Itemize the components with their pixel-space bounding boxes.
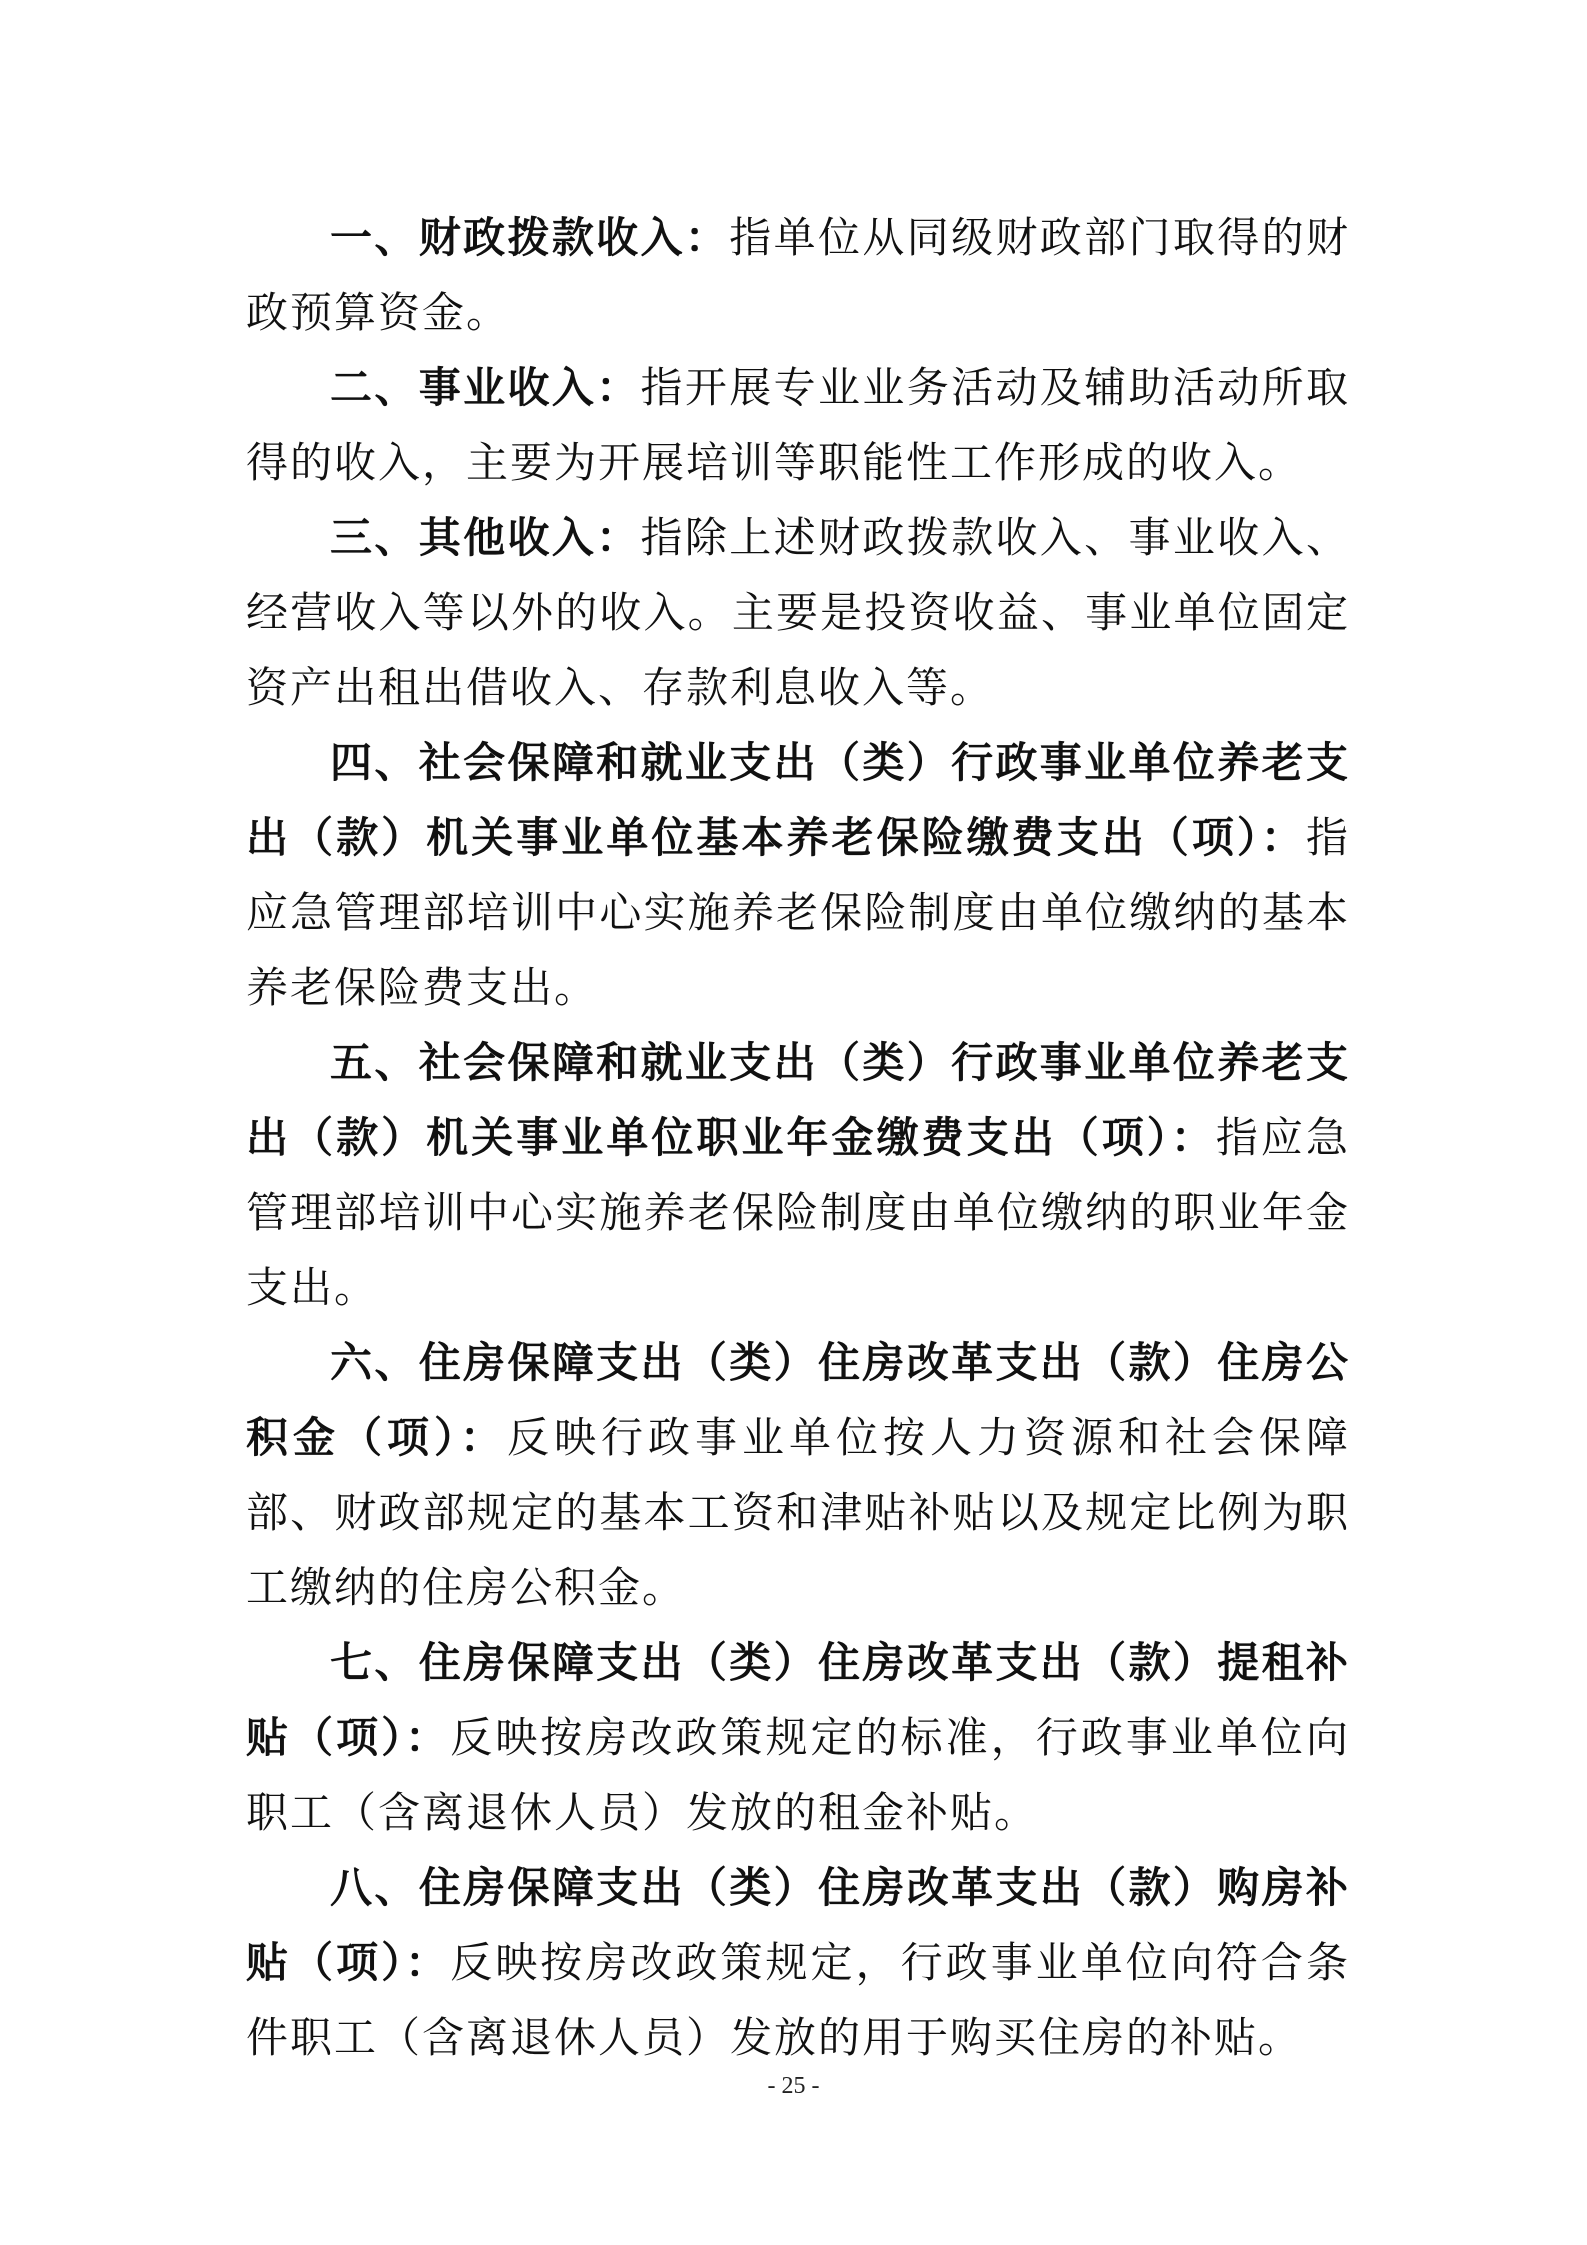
paragraph-term: 六、住房保障支出（类）住房改革支出（款）住房公积金（项）： bbox=[246, 1338, 1350, 1462]
paragraph-term: 五、社会保障和就业支出（类）行政事业单位养老支出（款）机关事业单位职业年金缴费支出（项）： bbox=[246, 1038, 1350, 1162]
paragraph-other-income bbox=[246, 500, 1350, 725]
paragraph-housing-provident-fund bbox=[246, 1325, 1350, 1625]
paragraph-term: 八、住房保障支出（类）住房改革支出（款）购房补贴（项）： bbox=[246, 1863, 1350, 1987]
paragraph-term: 三、其他收入： bbox=[330, 513, 641, 562]
paragraph-term: 七、住房保障支出（类）住房改革支出（款）提租补贴（项）： bbox=[246, 1638, 1350, 1762]
paragraph-description: 指应急管理部培训中心实施养老保险制度由单位缴纳的职业年金支出。 bbox=[246, 1113, 1350, 1312]
paragraph-business-income bbox=[246, 350, 1350, 500]
paragraph-description: 指除上述财政拨款收入、事业收入、经营收入等以外的收入。主要是投资收益、事业单位固定资产出租出借收入、存款利息收入等。 bbox=[246, 513, 1350, 712]
paragraph-term: 二、事业收入： bbox=[330, 363, 641, 412]
paragraph-term: 一、财政拨款收入： bbox=[330, 213, 730, 262]
page-number: - 25 - bbox=[767, 2073, 820, 2099]
paragraph-basic-pension-insurance bbox=[246, 725, 1350, 1025]
paragraph-description: 指开展专业业务活动及辅助活动所取得的收入，主要为开展培训等职能性工作形成的收入。 bbox=[246, 363, 1350, 487]
paragraph-rent-subsidy bbox=[246, 1625, 1350, 1850]
paragraph-fiscal-appropriation-income bbox=[246, 200, 1350, 350]
paragraph-description: 指单位从同级财政部门取得的财政预算资金。 bbox=[246, 213, 1350, 337]
paragraph-description: 反映按房改政策规定，行政事业单位向符合条件职工（含离退休人员）发放的用于购买住房的补贴。 bbox=[246, 1938, 1350, 2062]
paragraph-description: 反映行政事业单位按人力资源和社会保障部、财政部规定的基本工资和津贴补贴以及规定比例为职工缴纳的住房公积金。 bbox=[246, 1413, 1350, 1612]
paragraph-occupational-annuity bbox=[246, 1025, 1350, 1325]
paragraph-description: 反映按房改政策规定的标准，行政事业单位向职工（含离退休人员）发放的租金补贴。 bbox=[246, 1713, 1350, 1837]
document-body bbox=[246, 200, 1350, 2075]
paragraph-description: 指应急管理部培训中心实施养老保险制度由单位缴纳的基本养老保险费支出。 bbox=[246, 813, 1350, 1012]
paragraph-housing-purchase-subsidy bbox=[246, 1850, 1350, 2075]
paragraph-term: 四、社会保障和就业支出（类）行政事业单位养老支出（款）机关事业单位基本养老保险缴费支出（项）： bbox=[246, 738, 1350, 862]
